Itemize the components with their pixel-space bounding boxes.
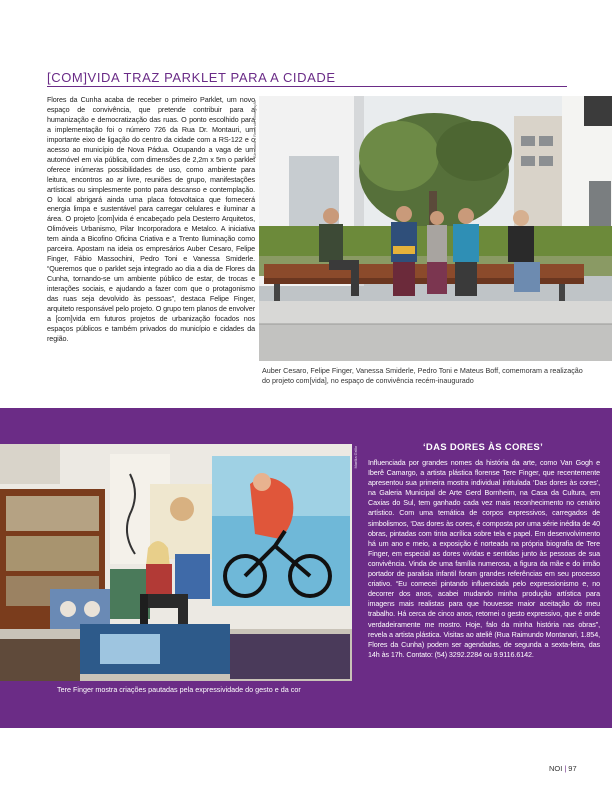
photo-caption-1: Auber Cesaro, Felipe Finger, Vanessa Smiderle, Pedro Toni e Mateus Boff, comemoram a realização do projeto com[vida], no espaço de convivência recém-inaugurado	[262, 366, 583, 385]
feature-title: ‘DAS DORES ÀS CORES’	[422, 442, 544, 453]
article-headline: [COM]VIDA TRAZ PARKLET PARA A CIDADE	[47, 70, 336, 85]
photo-credit-2: Marília Grillo	[353, 446, 358, 469]
photo-caption-2: Tere Finger mostra criações pautadas pela expressividade do gesto e da cor	[57, 685, 301, 694]
page-number: 97	[568, 764, 577, 773]
feature-body	[368, 458, 600, 660]
magazine-name: NOI	[549, 764, 563, 773]
photo-credit-1: Alessandra Rezende Divulgação	[252, 100, 257, 159]
page-footer	[549, 764, 577, 773]
artist-studio-photo	[0, 444, 352, 681]
article-body-text: Flores da Cunha acaba de receber o primeiro Parklet, um novo espaço de convivência, que pretende contribuir para a humanização e democratização das ruas. O ponto escolhido para a implementação foi o número 726 da Rua Dr. Montauri, um importante eixo de ligação do centro da cidade com a RS-122 e o acesso ao município de Nova Pádua. Ocupando a vaga de um automóvel em via pública, com dimensões de 2,2m x 5m o parklet oferece inúmeras possibilidades de uso, como ambiente para leitura, encontros ao ar livre, reuniões de grupo, manifestações artísticas ou simplesmente ponto para descanso e contemplação. O local abrigará ainda uma placa fotovoltaica que fornecerá energia limpa e sustentável para carregar celulares e iluminar a área. O projeto [com]vida é encabeçado pela Desterro Arquitetos, Olimóveis Urbanismo, Pilar Incorporadora e Metalco. A iniciativa tem ainda a Bicofino Oficina Criativa e a Trento Iluminação como parceira. Apostam na ideia os empresários Auber Cesaro, Felipe Finger, Fábio Massochini, Pedro Toni e Vanessa Smiderle. “Queremos que o parklet seja integrado ao dia a dia de Flores da Cunha, tornando-se um ambiente público de estar, de trocas e interações sociais, e ajudando a fazer com que o protagonismo das ruas seja devolvido às pessoas”, destaca Felipe Finger, arquiteto responsável pelo projeto. O grupo tem planos de envolver a [com]vida em futuros projetos de urbanização focados nos espaços públicos e também privados do município e cidades da região.	[47, 95, 255, 343]
headline-divider	[47, 86, 567, 87]
article-body	[47, 95, 255, 344]
footer-separator: |	[564, 764, 567, 773]
feature-body-text: Influenciada por grandes nomes da história da arte, como Van Gogh e Iberê Camargo, a artista plástica florense Tere Finger, que recentemente apresentou sua primeira mostra individual intitulada ‘Das dores às cores’, na Galeria Municipal de Arte Gerd Bornheim, na Casa da Cultura, em Caxias do Sul, tem ganhado cada vez mais reconhecimento no cenário artístico. Com uma temática de corpos expressivos, carregados de simbolismos, ‘Das dores às cores, é composta por uma série inédita de 40 obras, pintadas com tinta acrílica sobre tela e papel. Em desenvolvimento há um ano e meio, a exposição é norteada na própria biografia de Tere Finger, em especial as dores vividas e sentidas junto às pessoas de sua convivência. Vinda de uma família numerosa, a figura da mãe e do irmão portador de paralisia infantil foram grandes referências em seu processo criativo. “Eu comecei pintando influenciada pelo expressionismo e, no decorrer dos anos, acabei mudando minha produção artística para imagens mais realistas para que houvesse maior aceitação do meu trabalho. Há cerca de cinco anos, retomei o gesto expressivo, que é onde verdadeiramente me mostro. Hoje, falo da minha história nas obras”, revela a artista plástica. Visitas ao ateliê (Rua Raimundo Montanari, 1.854, Flores da Cunha) podem ser agendadas, de segunda a sexta-feira, das 14h às 17h. Contato: (54) 3292.2284 ou 9.9116.6142.	[368, 458, 600, 659]
parklet-photo	[259, 96, 612, 361]
